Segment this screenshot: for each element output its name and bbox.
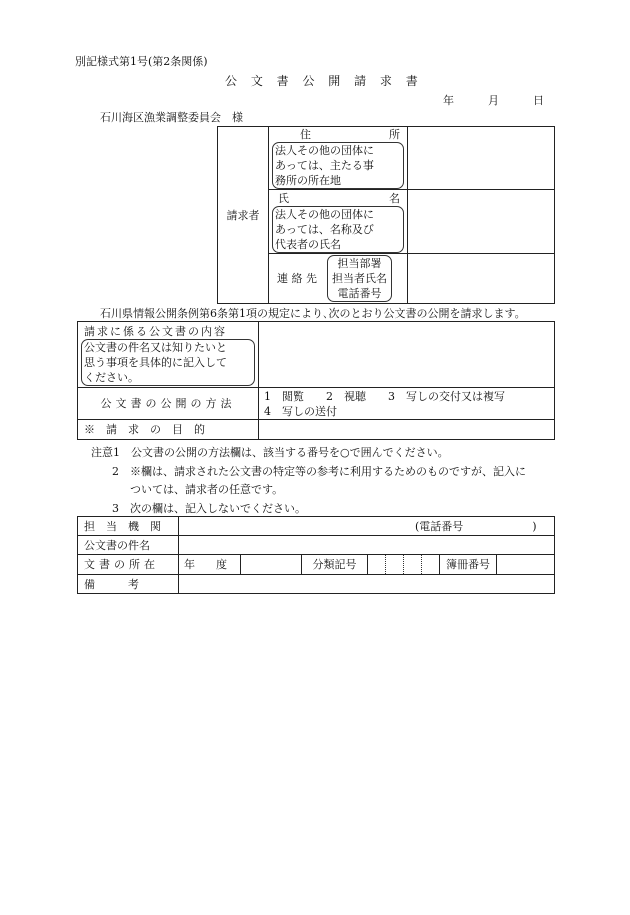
address-input[interactable] [408, 127, 555, 190]
form-number: 別記様式第1号(第2条関係) [75, 55, 208, 68]
office-table [77, 516, 555, 594]
addressee: 石川海区漁業調整委員会 様 [100, 111, 243, 124]
requester-table [217, 126, 555, 304]
date-year: 年 [443, 94, 454, 107]
class-label: 分類記号 [302, 555, 368, 575]
dept-input[interactable]: (電話番号 ) [179, 517, 555, 536]
name-note: 法人その他の団体に あっては、名称及び 代表者の氏名 [272, 206, 404, 253]
purpose-label: ※ 請 求 の 目 的 [78, 420, 259, 440]
request-statement: 石川県情報公開条例第6条第1項の規定により､次のとおり公文書の公開を請求します。 [100, 307, 526, 320]
book-label: 簿冊番号 [440, 555, 497, 575]
purpose-input[interactable] [259, 420, 555, 440]
book-input[interactable] [497, 555, 555, 575]
remarks-input[interactable] [179, 575, 555, 594]
name-input[interactable] [408, 190, 555, 254]
class-code-cell[interactable] [368, 555, 440, 575]
request-table [77, 321, 555, 440]
contact-label-cell: 連 絡 先 担当部署 担当者氏名 電話番号 [269, 254, 408, 304]
contact-input[interactable] [408, 254, 555, 304]
remarks-label: 備 考 [78, 575, 179, 594]
form-title: 公 文 書 公 開 請 求 書 [225, 74, 423, 88]
name-label-cell: 氏 名 法人その他の団体に あっては、名称及び 代表者の氏名 [269, 190, 408, 254]
contact-note: 担当部署 担当者氏名 電話番号 [327, 255, 392, 302]
subject-label: 公文書の件名 [78, 536, 179, 555]
fiscal-year-cell[interactable]: 年 度 [179, 555, 241, 575]
method-label: 公文書の公開の方法 [78, 388, 259, 420]
method-options[interactable]: 1 閲覧 2 視聴 3 写しの交付又は複写 4 写しの送付 [259, 388, 555, 420]
address-label-cell: 住 所 法人その他の団体に あっては、主たる事 務所の所在地 [269, 127, 408, 190]
address-note: 法人その他の団体に あっては、主たる事 務所の所在地 [272, 142, 404, 189]
note-2a: 2 ※欄は、請求された公文書の特定等の参考に利用するためのものですが、記入に [112, 465, 526, 478]
content-label-cell: 請求に係る公文書の内容 公文書の件名又は知りたいと 思う事項を具体的に記入して ください。 [78, 322, 259, 388]
requester-label: 請求者 [218, 127, 269, 304]
note-1: 注意1 公文書の公開の方法欄は、該当する番号を○で囲んでください。 [91, 446, 449, 459]
content-note: 公文書の件名又は知りたいと 思う事項を具体的に記入して ください。 [81, 339, 255, 386]
date-line [443, 92, 544, 108]
note-3: 3 次の欄は、記入しないでください。 [112, 502, 306, 515]
subject-input[interactable] [179, 536, 555, 555]
dept-label: 担 当 機 関 [78, 517, 179, 536]
content-input[interactable] [259, 322, 555, 388]
location-label: 文書の所在 [78, 555, 179, 575]
fiscal-year-blank[interactable] [241, 555, 302, 575]
date-day: 日 [533, 94, 544, 107]
note-2b: ついては、請求者の任意です。 [130, 483, 284, 496]
date-month: 月 [488, 94, 499, 107]
